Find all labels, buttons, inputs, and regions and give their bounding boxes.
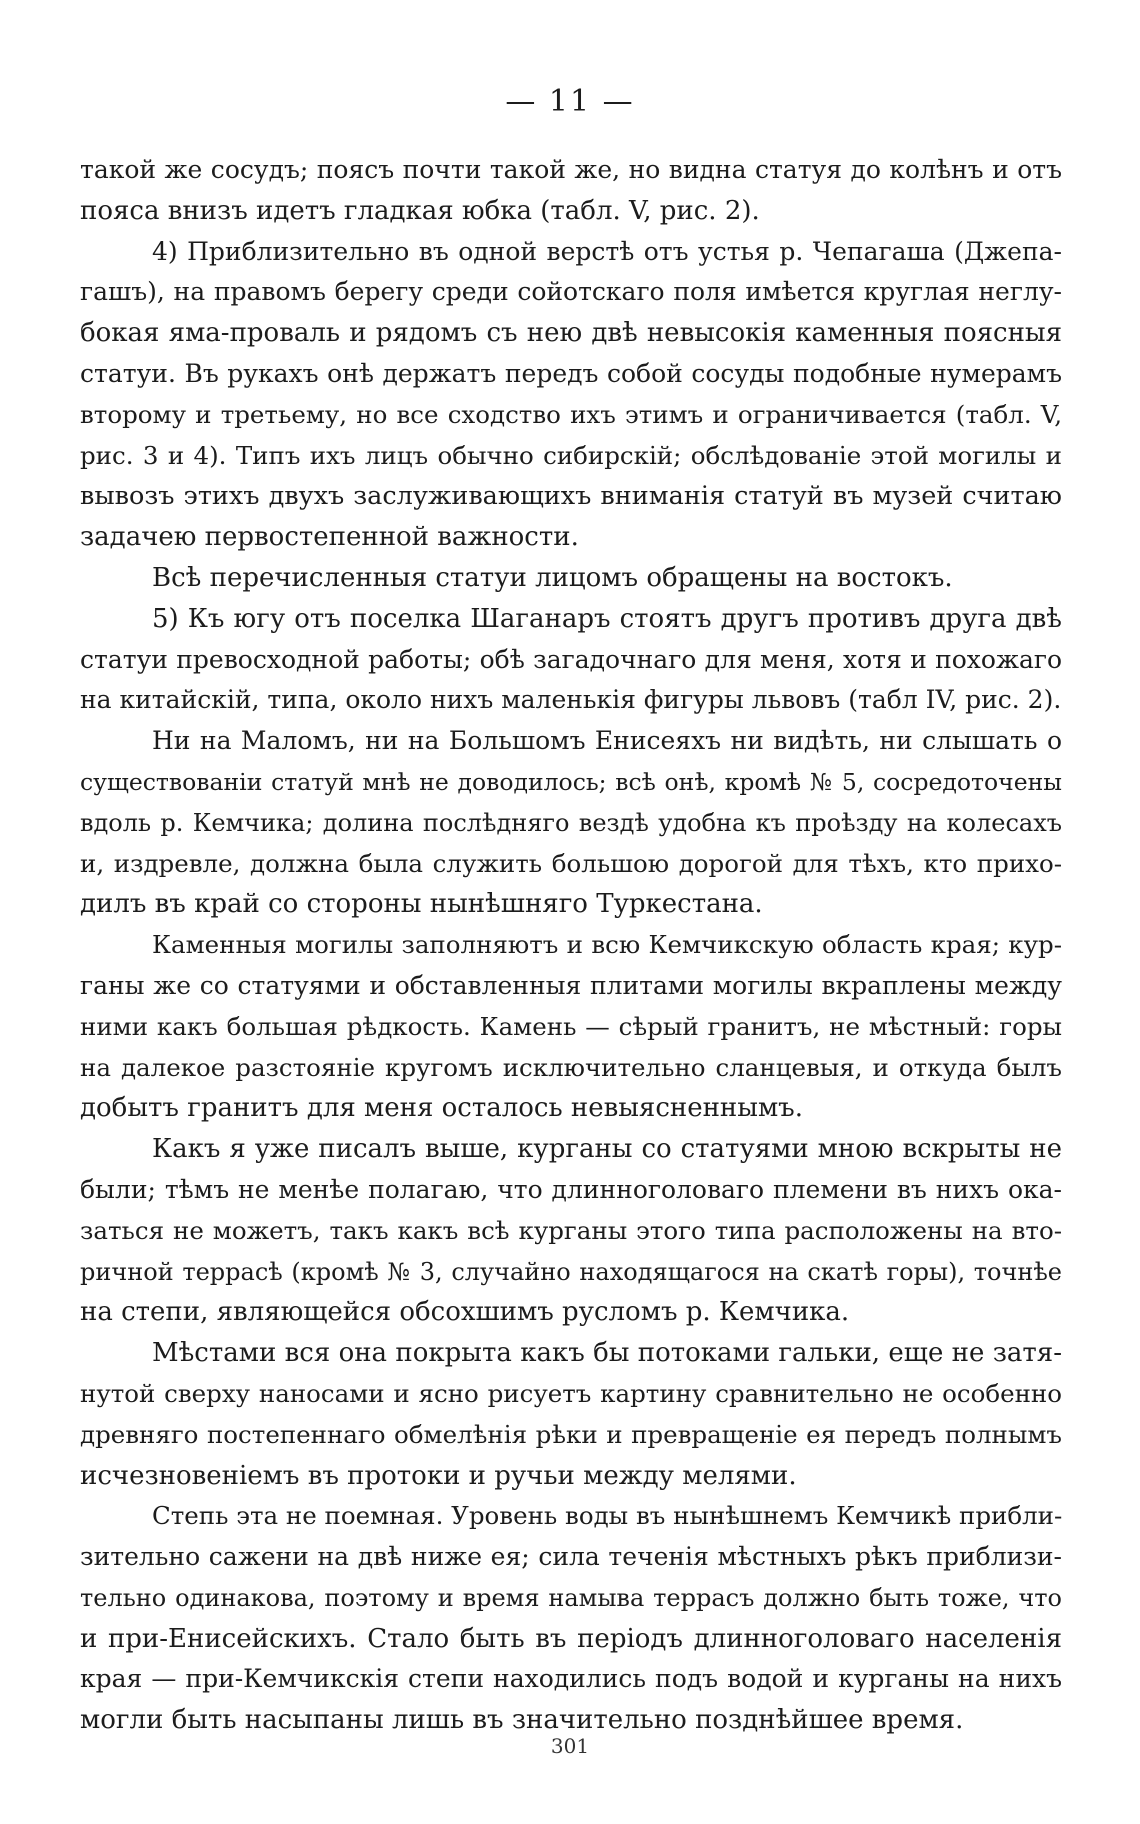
text-line: на далекое разстояніе кругомъ исключительно сланцевыя, и откуда былъ — [80, 1052, 1062, 1082]
text-line: пояса внизъ идетъ гладкая юбка (табл. V, рис. 2). — [80, 195, 760, 226]
folio-number: 301 — [550, 1734, 590, 1758]
page-number: — 11 — — [505, 84, 635, 119]
text-line: рис. 3 и 4). Типъ ихъ лицъ обычно сибирскій; обслѣдованіе этой могилы и — [80, 440, 1062, 470]
text-line: края — при-Кемчикскія степи находились подъ водой и курганы на нихъ — [80, 1664, 1062, 1694]
text-line: бокая яма-проваль и рядомъ съ нею двѣ невысокія каменныя поясныя — [80, 318, 1062, 349]
text-line: вдоль р. Кемчика; долина послѣдняго вездѣ удобна къ проѣзду на колесахъ — [80, 808, 1062, 837]
text-line: ричной террасѣ (кромѣ № 3, случайно находящагося на скатѣ горы), точнѣе — [80, 1257, 1062, 1286]
text-line: существованіи статуй мнѣ не доводилось; всѣ онѣ, кромѣ № 5, сосредоточены — [80, 767, 1062, 796]
text-line: статуи превосходной работы; обѣ загадочнаго для меня, хотя и похожаго — [80, 644, 1062, 674]
text-line: заться не можетъ, такъ какъ всѣ курганы этого типа расположены на вто- — [80, 1215, 1062, 1245]
text-line: ними какъ большая рѣдкость. Камень — сѣрый гранитъ, не мѣстный: горы — [80, 1011, 1062, 1041]
text-line: исчезновеніемъ въ протоки и ручьи между мелями. — [80, 1460, 797, 1491]
text-line: и при-Енисейскихъ. Стало быть въ періодъ длинноголоваго населенія — [80, 1623, 1062, 1654]
paragraph-first-line: Какъ я уже писалъ выше, курганы со статуями мною вскрыты не — [152, 1134, 1062, 1165]
text-line: дилъ въ край со стороны нынѣшняго Туркестана. — [80, 889, 763, 920]
text-line: древняго постепеннаго обмелѣнія рѣки и превращеніе ея передъ полнымъ — [80, 1419, 1062, 1449]
text-line: были; тѣмъ не менѣе полагаю, что длинноголоваго племени въ нихъ ока- — [80, 1174, 1062, 1204]
text-line: добытъ гранитъ для меня осталось невыясненнымъ. — [80, 1093, 803, 1124]
text-line: и, издревле, должна была служить большою дорогой для тѣхъ, кто прихо- — [80, 848, 1062, 878]
paragraph-first-line: 4) Приблизительно въ одной верстѣ отъ устья р. Чепагаша (Джепа- — [152, 236, 1062, 266]
text-line: могли быть насыпаны лишь въ значительно позднѣйшее время. — [80, 1705, 964, 1736]
text-line: статуи. Въ рукахъ онѣ держатъ передъ собой сосуды подобные нумерамъ — [80, 358, 1062, 388]
paragraph-first-line: Мѣстами вся она покрыта какъ бы потоками гальки, еще не затя- — [152, 1338, 1062, 1369]
text-line: зительно сажени на двѣ ниже ея; сила теченія мѣстныхъ рѣкъ приблизи- — [80, 1542, 1062, 1572]
paragraph-first-line: 5) Къ югу отъ поселка Шаганаръ стоятъ другъ противъ друга двѣ — [152, 603, 1062, 634]
paragraph-first-line: Степь эта не поемная. Уровень воды въ нынѣшнемъ Кемчикѣ прибли- — [152, 1501, 1063, 1531]
paragraph-first-line: Каменныя могилы заполняютъ и всю Кемчикскую область края; кур- — [152, 930, 1062, 960]
text-line: тельно одинакова, поэтому и время намыва террасъ должно быть тоже, что — [80, 1583, 1062, 1612]
body-text — [80, 150, 1062, 1741]
text-line: ганы же со статуями и обставленныя плитами могилы вкраплены между — [80, 970, 1062, 1000]
text-line: нутой сверху наносами и ясно рисуетъ картину сравнительно не особенно — [80, 1378, 1062, 1408]
text-line: на степи, являющейся обсохшимъ русломъ р. Кемчика. — [80, 1297, 850, 1328]
text-line: такой же сосудъ; поясъ почти такой же, но видна статуя до колѣнъ и отъ — [80, 155, 1062, 184]
text-line: задачею первостепенной важности. — [80, 522, 579, 553]
text-line: вывозъ этихъ двухъ заслуживающихъ вниманія статуй въ музей считаю — [80, 481, 1062, 512]
text-line: второму и третьему, но все сходство ихъ этимъ и ограничивается (табл. V, — [80, 399, 1062, 429]
text-line: гашъ), на правомъ берегу среди сойотскаго поля имѣется круглая неглу- — [80, 277, 1062, 307]
text-line: на китайскій, типа, около нихъ маленькія фигуры львовъ (табл IV, рис. 2). — [80, 685, 1062, 715]
paragraph-first-line: Всѣ перечисленныя статуи лицомъ обращены на востокъ. — [152, 562, 953, 593]
paragraph-first-line: Ни на Маломъ, ни на Большомъ Енисеяхъ ни видѣть, ни слышать о — [152, 726, 1062, 756]
